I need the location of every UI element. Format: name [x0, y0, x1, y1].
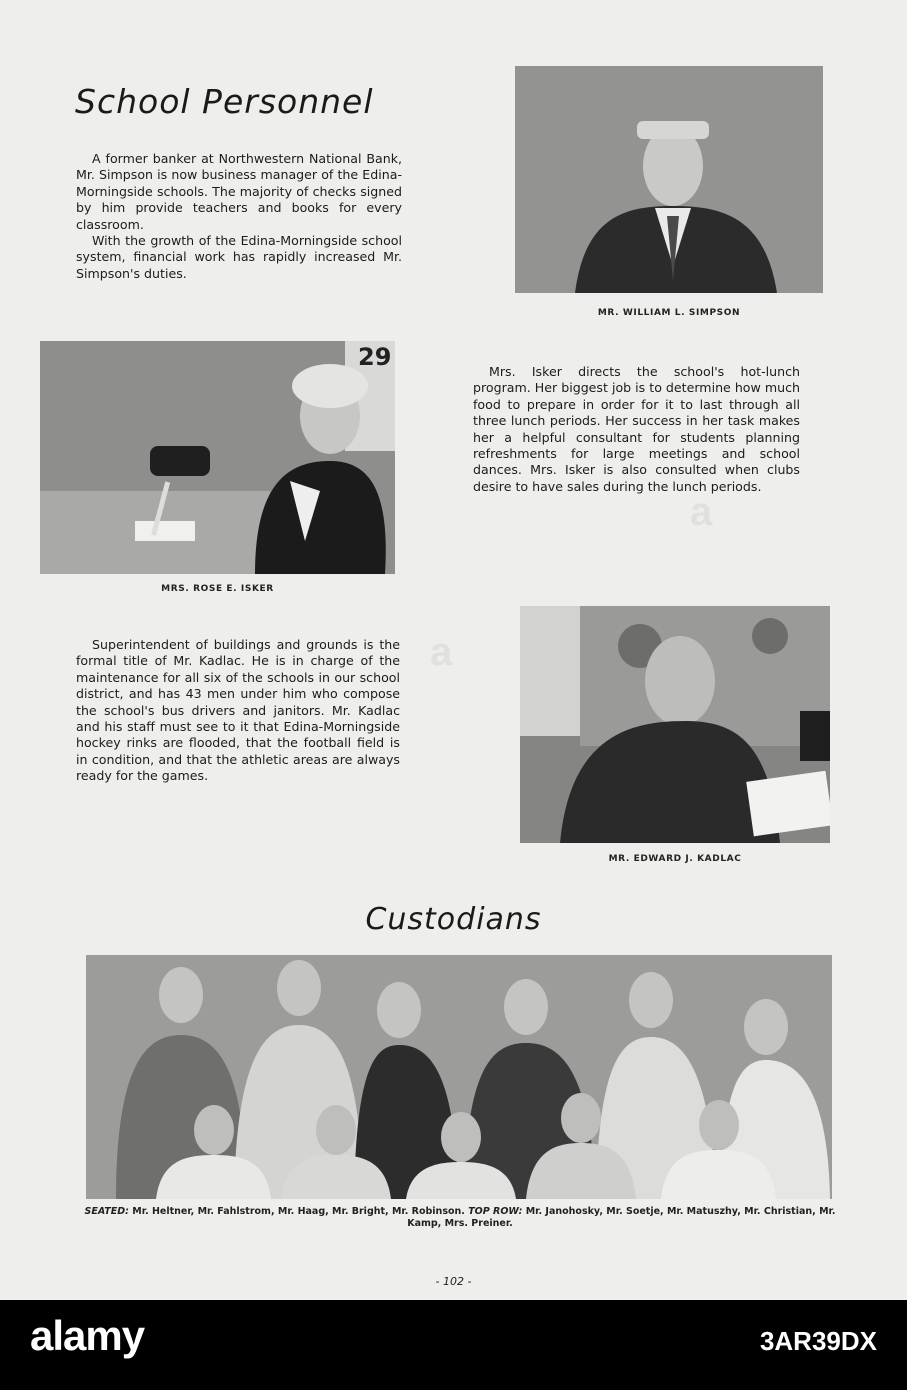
simpson-paragraph-2: With the growth of the Edina-Morningside school system, financial work has rapidly increased Mr. Simpson's duties. [76, 233, 402, 281]
isker-paragraph: Mrs. Isker directs the school's hot-lunch program. Her biggest job is to determine how much food to prepare in order for it to last through all three lunch periods. Her success in her task makes her a helpful consultant for students planning refreshments for large meetings and school dances. Mrs. Isker is also consulted when clubs desire to have sales during the lunch periods. [473, 364, 800, 494]
simpson-paragraph-1: A former banker at Northwestern National Bank, Mr. Simpson is now business manager of the Edina-Morningside schools. The majority of checks signed by him provide teachers and books for every classroom. [76, 151, 402, 232]
simpson-text [76, 151, 402, 282]
seated-names: Mr. Heltner, Mr. Fahlstrom, Mr. Haag, Mr. Bright, Mr. Robinson. [132, 1206, 465, 1217]
kadlac-paragraph: Superintendent of buildings and grounds is the formal title of Mr. Kadlac. He is in charge of the maintenance for all six of the schools in our school district, and has 43 men under him who compose the school's bus drivers and janitors. Mr. Kadlac and his staff must see to it that Edina-Morningside hockey rinks are flooded, that the football field is in condition, and that the athletic areas are always ready for the games. [76, 637, 400, 784]
seated-label: SEATED: [84, 1206, 129, 1217]
isker-photo [40, 341, 395, 574]
simpson-caption: MR. WILLIAM L. SIMPSON [597, 308, 741, 318]
isker-caption: MRS. ROSE E. ISKER [161, 584, 274, 594]
kadlac-text [76, 637, 400, 785]
watermark-overlay: a a [430, 490, 713, 674]
page-title: School Personnel [75, 82, 374, 121]
top-row-names: Mr. Janohosky, Mr. Soetje, Mr. Matuszhy, Mr. Christian, Mr. Kamp, Mrs. Preiner. [407, 1206, 836, 1229]
isker-calendar-number: 29 [358, 343, 392, 371]
watermark-bar [0, 1300, 907, 1390]
page-number: - 102 - [435, 1275, 472, 1288]
isker-text [473, 364, 800, 495]
kadlac-caption: MR. EDWARD J. KADLAC [608, 854, 742, 864]
kadlac-photo [520, 606, 830, 843]
custodians-photo [86, 955, 832, 1199]
custodians-caption [80, 1206, 840, 1230]
alamy-logo: alamy [30, 1312, 145, 1359]
custodians-title: Custodians [365, 902, 542, 937]
top-row-label: TOP ROW: [468, 1206, 523, 1217]
image-id: 3AR39DX [759, 1326, 877, 1356]
simpson-photo [515, 66, 823, 293]
